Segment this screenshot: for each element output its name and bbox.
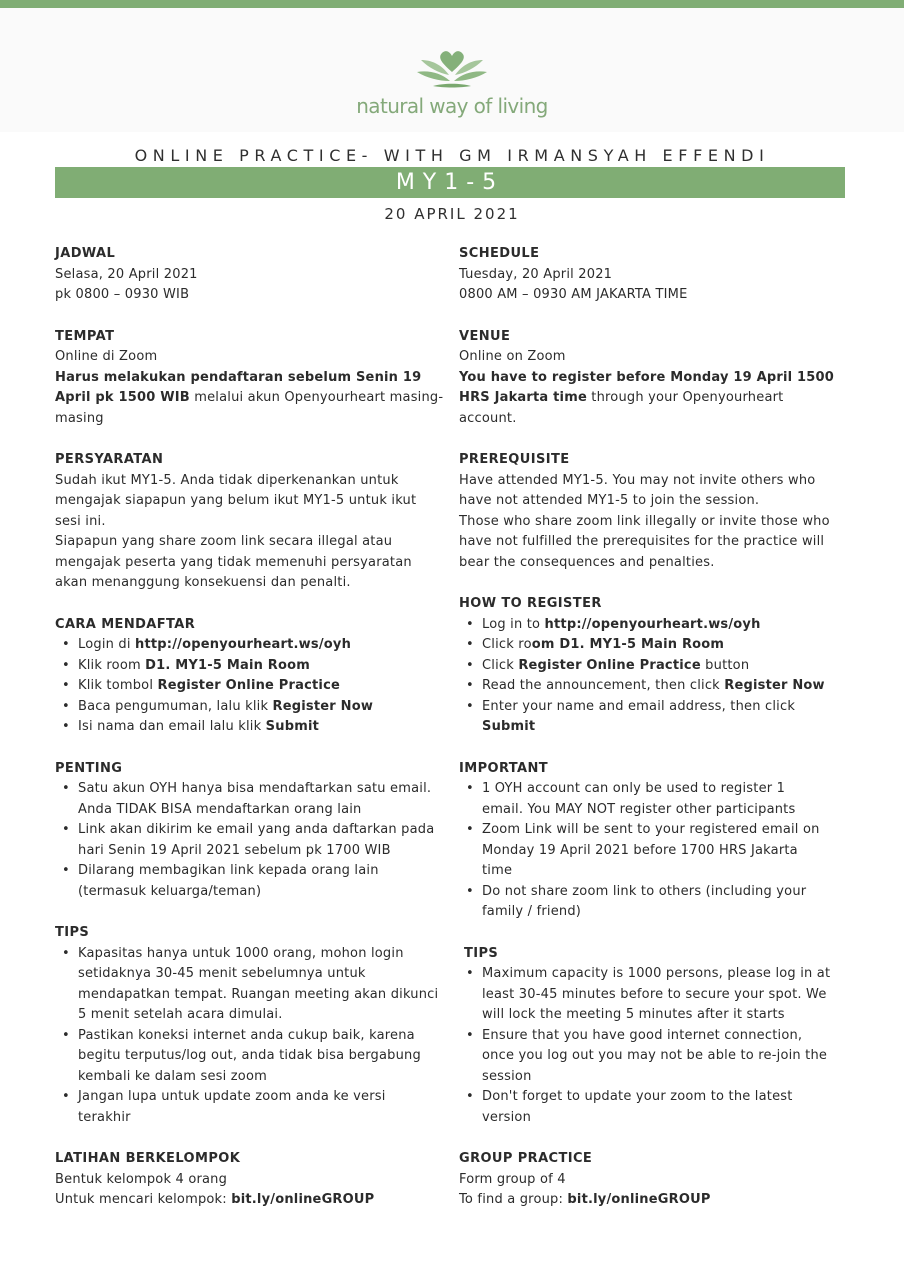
group-link: bit.ly/onlineGROUP	[231, 1192, 375, 1207]
text-line: sesi ini.	[55, 513, 106, 529]
top-accent-strip	[0, 0, 904, 8]
list-item: • Read the announcement, then click Register Now	[459, 676, 859, 697]
text-line: Those who share zoom link illegally or invite those who	[459, 513, 830, 529]
left-column-indonesian	[55, 244, 450, 1211]
lotus-heart-icon	[413, 48, 491, 90]
list-item: • Click Register Online Practice button	[459, 656, 859, 677]
section-title: TEMPAT	[55, 328, 115, 344]
section-title: PERSYARATAN	[55, 452, 164, 467]
group-link: bit.ly/onlineGROUP	[567, 1192, 711, 1207]
section-tempat	[55, 327, 450, 430]
link-text: http://openyourheart.ws/oyh	[135, 637, 352, 652]
register-deadline: HRS Jakarta time through your Openyourheart	[459, 390, 784, 405]
section-title: GROUP PRACTICE	[459, 1151, 593, 1166]
register-deadline: April pk 1500 WIB melalui akun Openyourheart masing-	[55, 390, 444, 405]
section-cara-mendaftar	[55, 615, 450, 738]
group-link-line: To find a group: bit.ly/onlineGROUP	[459, 1192, 711, 1207]
section-title: SCHEDULE	[459, 246, 540, 261]
list-item: • Klik room D1. MY1-5 Main Room	[55, 656, 450, 677]
list-item: • Do not share zoom link to others (including your family / friend)	[459, 882, 859, 923]
list-item: • Isi nama dan email lalu klik Submit	[55, 717, 450, 738]
section-title: HOW TO REGISTER	[459, 596, 602, 611]
section-important	[459, 759, 859, 923]
link-text: http://openyourheart.ws/oyh	[544, 616, 761, 632]
venue-line: account.	[459, 410, 517, 426]
text-line: Bentuk kelompok 4 orang	[55, 1171, 228, 1187]
section-title: PENTING	[55, 760, 123, 776]
section-title: VENUE	[459, 328, 511, 344]
list-item: • Ensure that you have good internet connection, once you log out you may not be able to re-join the session	[459, 1026, 859, 1088]
text-line: Have attended MY1-5. You may not invite others who	[459, 472, 816, 488]
event-title: ONLINE PRACTICE- WITH GM IRMANSYAH EFFENDI	[134, 146, 770, 165]
list-item: • Login di http://openyourheart.ws/oyh	[55, 635, 450, 656]
schedule-time: 0800 AM – 0930 AM JAKARTA TIME	[459, 287, 688, 302]
list-item: • Satu akun OYH hanya bisa mendaftarkan satu email. Anda TIDAK BISA mendaftarkan orang lain	[55, 779, 450, 820]
list-item: • Maximum capacity is 1000 persons, please log in at least 30-45 minutes before to secure your spot. We will lock the meeting 5 minutes after it starts	[459, 964, 859, 1026]
list-item: • Link akan dikirim ke email yang anda daftarkan pada hari Senin 19 April 2021 sebelum pk 1700 WIB	[55, 820, 450, 861]
section-schedule	[459, 244, 859, 306]
venue-line: Online di Zoom	[55, 349, 158, 364]
section-persyaratan	[55, 450, 450, 594]
section-tips	[55, 923, 450, 1128]
schedule-day: Selasa, 20 April 2021	[55, 266, 198, 282]
section-how-to-register	[459, 594, 859, 738]
text-line: mengajak siapapun yang belum ikut MY1-5 untuk ikut	[55, 493, 417, 508]
text-line: have not attended MY1-5 to join the session.	[459, 493, 760, 508]
text-line: bear the consequences and penalties.	[459, 554, 715, 570]
list-item: • Klik tombol Register Online Practice	[55, 676, 450, 697]
section-penting	[55, 759, 450, 903]
list-item: • Baca pengumuman, lalu klik Register Now	[55, 697, 450, 718]
venue-line: Online on Zoom	[459, 349, 566, 364]
schedule-day: Tuesday, 20 April 2021	[459, 266, 613, 282]
course-code: MY1-5	[395, 170, 505, 195]
section-title: PREREQUISITE	[459, 452, 570, 467]
register-deadline: You have to register before Monday 19 April 1500	[459, 369, 835, 385]
logo-text: natural way of living	[356, 94, 548, 118]
section-title: CARA MENDAFTAR	[55, 616, 196, 632]
list-item: • Click room D1. MY1-5 Main Room	[459, 635, 859, 656]
list-item: • Pastikan koneksi internet anda cukup baik, karena begitu terputus/log out, anda tidak bisa bergabung kembali ke dalam sesi zoom	[55, 1026, 450, 1088]
list-item: • Zoom Link will be sent to your registered email on Monday 19 April 2021 before 1700 HRS Jakarta time	[459, 820, 859, 882]
event-date: 20 APRIL 2021	[384, 205, 520, 223]
code-banner	[55, 167, 845, 198]
section-group-practice	[459, 1149, 859, 1211]
list-item: • 1 OYH account can only be used to register 1 email. You MAY NOT register other participants	[459, 779, 859, 820]
section-title: TIPS	[464, 945, 499, 961]
section-title: TIPS	[55, 925, 90, 940]
section-jadwal	[55, 244, 450, 306]
list-item: • Enter your name and email address, then click Submit	[459, 697, 859, 738]
section-title: IMPORTANT	[459, 760, 549, 776]
text-line: Siapapun yang share zoom link secara illegal atau	[55, 534, 393, 549]
list-item: • Jangan lupa untuk update zoom anda ke versi terakhir	[55, 1087, 450, 1128]
venue-line: masing	[55, 410, 104, 426]
text-line: mengajak peserta yang tidak memenuhi persyaratan	[55, 554, 412, 570]
section-tips	[459, 944, 859, 1129]
section-venue	[459, 327, 859, 430]
schedule-time: pk 0800 – 0930 WIB	[55, 287, 190, 302]
section-title: JADWAL	[55, 246, 116, 261]
register-deadline: Harus melakukan pendaftaran sebelum Senin 19	[55, 369, 422, 385]
list-item: • Don't forget to update your zoom to the latest version	[459, 1087, 859, 1128]
list-item: • Dilarang membagikan link kepada orang lain (termasuk keluarga/teman)	[55, 861, 450, 902]
section-latihan-berkelompok	[55, 1149, 450, 1211]
text-line: akan menanggung konsekuensi dan penalti.	[55, 575, 351, 590]
section-prerequisite	[459, 450, 859, 573]
text-line: have not fulfilled the prerequisites for the practice will	[459, 534, 825, 549]
text-line: Form group of 4	[459, 1171, 566, 1187]
brand-logo	[0, 48, 904, 118]
list-item: • Log in to http://openyourheart.ws/oyh	[459, 615, 859, 636]
right-column-english	[459, 244, 859, 1211]
list-item: • Kapasitas hanya untuk 1000 orang, mohon login setidaknya 30-45 menit sebelumnya untuk mendapatkan tempat. Ruangan meeting akan dikunci 5 menit setelah acara dimulai.	[55, 944, 450, 1026]
group-link-line: Untuk mencari kelompok: bit.ly/onlineGROUP	[55, 1192, 375, 1207]
text-line: Sudah ikut MY1-5. Anda tidak diperkenankan untuk	[55, 472, 399, 488]
section-title: LATIHAN BERKELOMPOK	[55, 1151, 241, 1166]
